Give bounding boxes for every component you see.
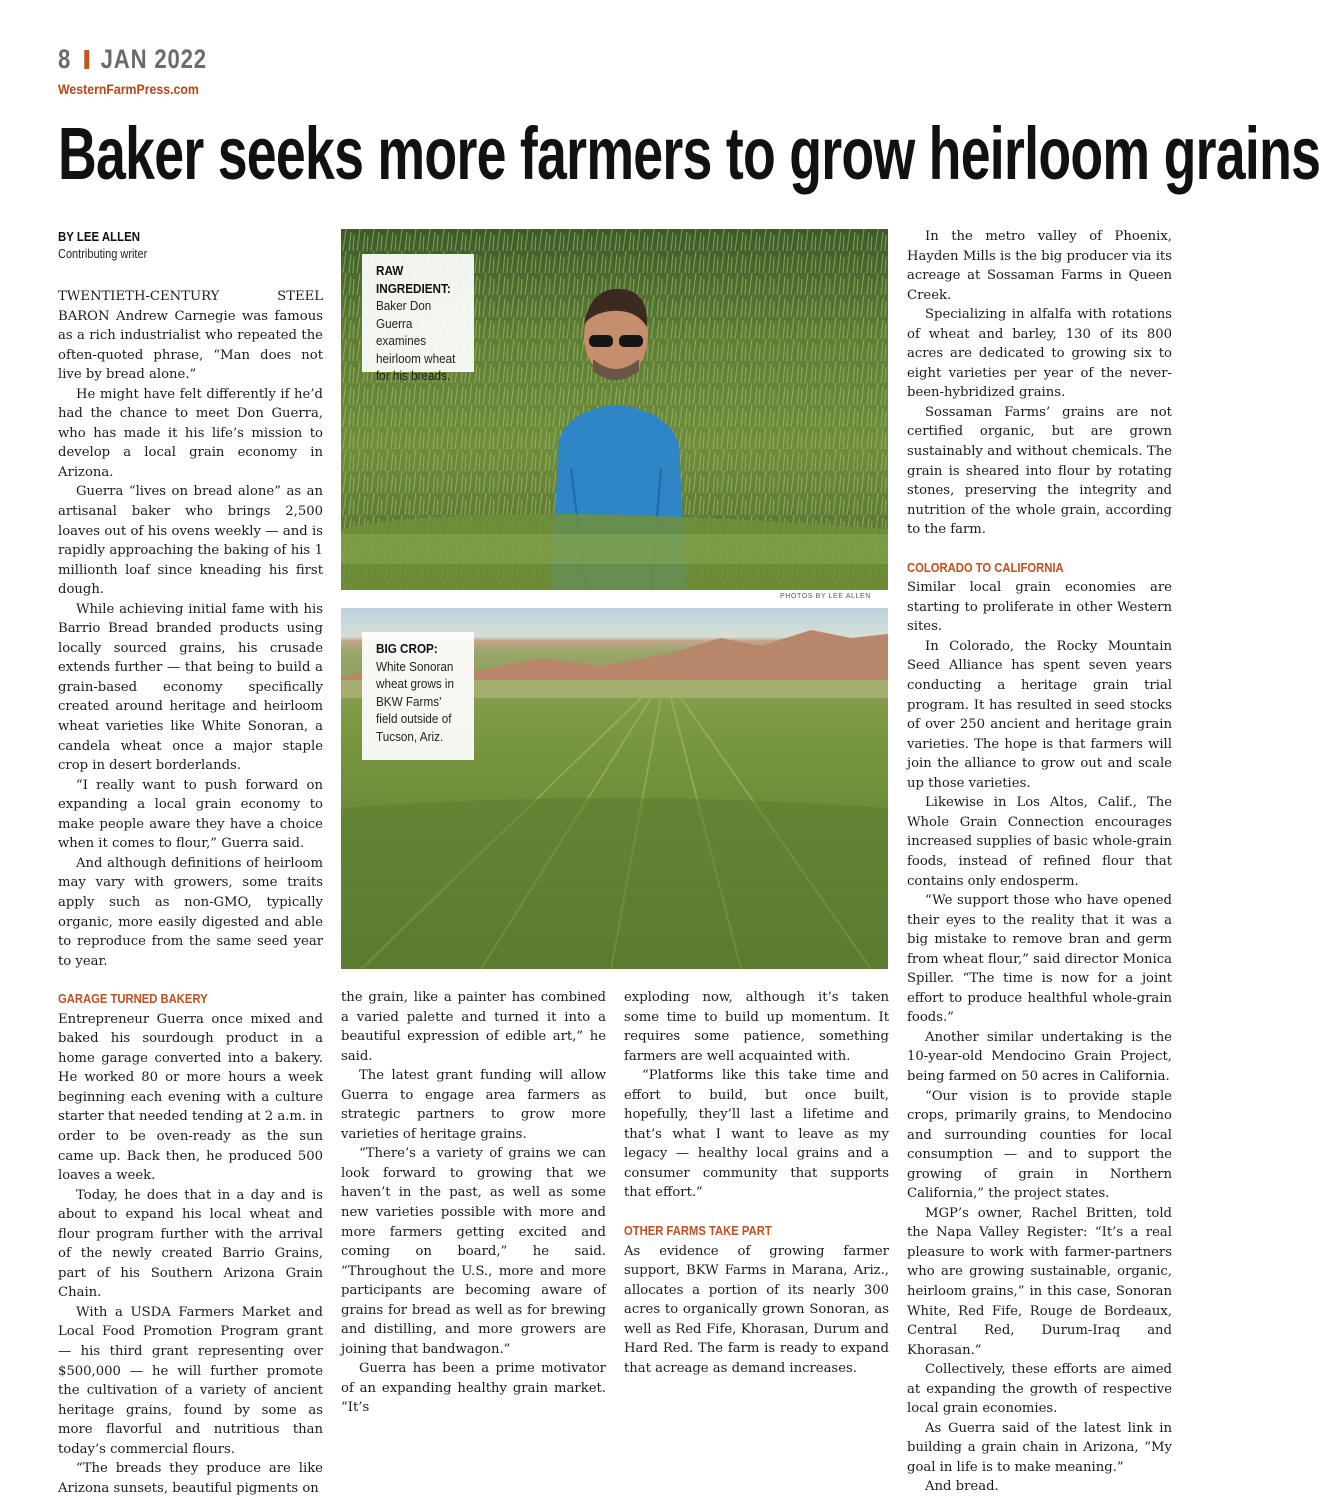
subhead-garage-turned-bakery: GARAGE TURNED BAKERY	[58, 992, 208, 1007]
article-column-3	[624, 988, 889, 1376]
article-column-2	[341, 988, 606, 1416]
photo1-caption	[362, 254, 474, 383]
website-link[interactable]: WesternFarmPress.com	[58, 81, 199, 97]
photo2-caption-head: BIG CROP:	[376, 641, 438, 656]
photo1-caption-head: RAW INGREDIENT:	[376, 263, 451, 296]
body-paragraph: As evidence of growing farmer support, BKW Farms in Marana, Ariz., allocates a portion of its nearly 300 acres to organically grown Sonoran, as well as Red Fife, Khorasan, Durum and Hard Red. The farm is ready to expand that acreage as demand increases.	[624, 1243, 889, 1376]
subhead-colorado-to-california: COLORADO TO CALIFORNIA	[907, 560, 1064, 575]
body-paragraph: In the metro valley of Phoenix, Hayden Mills is the big producer via its acreage at Sossaman Farms in Queen Creek.	[907, 229, 1172, 303]
body-paragraph: “The breads they produce are like Arizona sunsets, beautiful pigments on	[58, 1461, 323, 1496]
body-paragraph: Another similar undertaking is the 10-year-old Mendocino Grain Project, being farmed on 50 acres in California.	[907, 1029, 1172, 1084]
headline: Baker seeks more farmers to grow heirloom grains	[58, 112, 1320, 195]
body-paragraph: exploding now, although it’s taken some time to build up momentum. It requires some patience, something farmers are well acquainted with.	[624, 990, 889, 1064]
body-paragraph: Entrepreneur Guerra once mixed and baked his sourdough product in a home garage converted into a bakery. He worked 80 or more hours a week beginning each evening with a culture starter that needed tending at 2 a.m. in order to be oven-ready as the sun came up. Back then, he produced 500 loaves a week.	[58, 1011, 323, 1184]
body-paragraph: Collectively, these efforts are aimed at expanding the growth of respective local grain economies.	[907, 1362, 1172, 1417]
body-paragraph: “There’s a variety of grains we can look forward to growing that we haven’t in the past, as well as some new varieties possible with more and more farmers getting excited and coming on board,” he said. “Throughout the U.S., more and more participants are becoming aware of grains for bread as well as for brewing and distilling, and more growers are joining that bandwagon.”	[341, 1146, 606, 1357]
body-paragraph: With a USDA Farmers Market and Local Food Promotion Program grant — his third grant representing over $500,000 — he will further promote the cultivation of a variety of ancient heritage grains, found by some as more flavorful and nutritious than today’s commercial flours.	[58, 1304, 323, 1457]
article-column-1	[58, 287, 323, 1496]
body-paragraph: And although definitions of heirloom may vary with growers, some traits apply such as non-GMO, typically organic, more easily digested and able to reproduce from the same seed year to year.	[58, 855, 323, 969]
article-column-4	[907, 227, 1172, 1495]
body-paragraph: As Guerra said of the latest link in building a grain chain in Arizona, “My goal in life is to make meaning.”	[907, 1420, 1172, 1475]
photo2-caption	[362, 632, 474, 760]
body-paragraph: “I really want to push forward on expanding a local grain economy to make people aware they have a choice when it comes to flour,” Guerra said.	[58, 777, 323, 852]
byline-role: Contributing writer	[58, 247, 148, 261]
page-number: 8	[58, 44, 72, 74]
body-paragraph: “Platforms like this take time and effort to build, but once built, hopefully, they’ll last a lifetime and that’s what I want to leave as my legacy — healthy local grains and a consumer community that supports that effort.”	[624, 1068, 889, 1201]
lede-paragraph: TWENTIETH-CENTURY STEEL BARON Andrew Carnegie was famous as a rich industrialist who repeated the often-quoted phrase, “Man does not live by bread alone.”	[58, 289, 323, 383]
photo2-caption-body: White Sonoran wheat grows in BKW Farms’ field outside of Tucson, Ariz.	[376, 658, 455, 744]
body-paragraph: “We support those who have opened their eyes to the reality that it was a big mistake to remove bran and germ from wheat flour,” said director Monica Spiller. “The time is now for a joint effort to produce healthful whole-grain foods.”	[907, 893, 1172, 1026]
body-paragraph: And bread.	[925, 1479, 999, 1495]
body-paragraph: Likewise in Los Altos, Calif., The Whole Grain Connection encourages increased supplies of basic whole-grain foods, instead of refined flour that contains only endosperm.	[907, 795, 1172, 889]
folio-divider	[84, 50, 89, 69]
body-paragraph: Sossaman Farms’ grains are not certified organic, but are grown sustainably and without chemicals. The grain is sheared into flour by rotating stones, preserving the integrity and nutrition of the whole grain, according to the farm.	[907, 404, 1172, 538]
body-paragraph: The latest grant funding will allow Guerra to engage area farmers as strategic partners to grow more varieties of heritage grains.	[341, 1068, 606, 1142]
body-paragraph: Specializing in alfalfa with rotations of wheat and barley, 130 of its 800 acres are dedicated to growing six to eight varieties per year of the never-been-hybridized grains.	[907, 307, 1172, 401]
body-paragraph: MGP’s owner, Rachel Britten, told the Napa Valley Register: “It’s a real pleasure to work with farmer-partners who are growing sustainable, organic, heirloom grains,” in this case, Sonoran White, Red Fife, Rouge de Bordeaux, Central Red, Durum-Iraq and Khorasan.”	[907, 1205, 1172, 1358]
body-paragraph: Guerra “lives on bread alone” as an artisanal baker who brings 2,500 loaves out of his ovens weekly — and is rapidly approaching the baking of his 1 millionth loaf since kneading his first dough.	[58, 484, 323, 598]
photo1-caption-body: Baker Don Guerra examines heirloom wheat for his breads.	[376, 298, 456, 383]
body-paragraph: In Colorado, the Rocky Mountain Seed Alliance has spent seven years conducting a heritage grain trial program. It has resulted in seed stocks of over 250 ancient and heritage grain varieties. The hope is that farmers will join the alliance to grow out and scale up those varieties.	[907, 638, 1172, 791]
subhead-other-farms: OTHER FARMS TAKE PART	[624, 1224, 772, 1239]
body-paragraph: While achieving initial fame with his Barrio Bread branded products using locally sourced grains, his crusade extends further — that being to build a grain-based economy specifically created around heritage and heirloom wheat varieties like White Sonoran, a candela wheat once a major staple crop in desert borderlands.	[58, 601, 323, 774]
body-paragraph: Guerra has been a prime motivator of an expanding healthy grain market. “It’s	[341, 1361, 606, 1416]
folio	[58, 44, 207, 75]
byline-author: BY LEE ALLEN	[58, 229, 141, 244]
body-paragraph: Today, he does that in a day and is about to expand his local wheat and flour program further with the arrival of the newly created Barrio Grains, part of his Southern Arizona Grain Chain.	[58, 1187, 323, 1301]
body-paragraph: Similar local grain economies are starting to proliferate in other Western sites.	[907, 580, 1172, 635]
body-paragraph: “Our vision is to provide staple crops, primarily grains, to Mendocino and surrounding counties for local consumption — and to support the growing of grain in Northern California,” the project states.	[907, 1088, 1172, 1202]
photo-credit: PHOTOS BY LEE ALLEN	[780, 593, 871, 600]
issue-date: JAN 2022	[100, 44, 207, 74]
body-paragraph: He might have felt differently if he’d had the chance to meet Don Guerra, who has made it his life’s mission to develop a local grain economy in Arizona.	[58, 386, 323, 480]
body-paragraph: the grain, like a painter has combined a varied palette and turned it into a beautiful expression of edible art,” he said.	[341, 990, 606, 1064]
